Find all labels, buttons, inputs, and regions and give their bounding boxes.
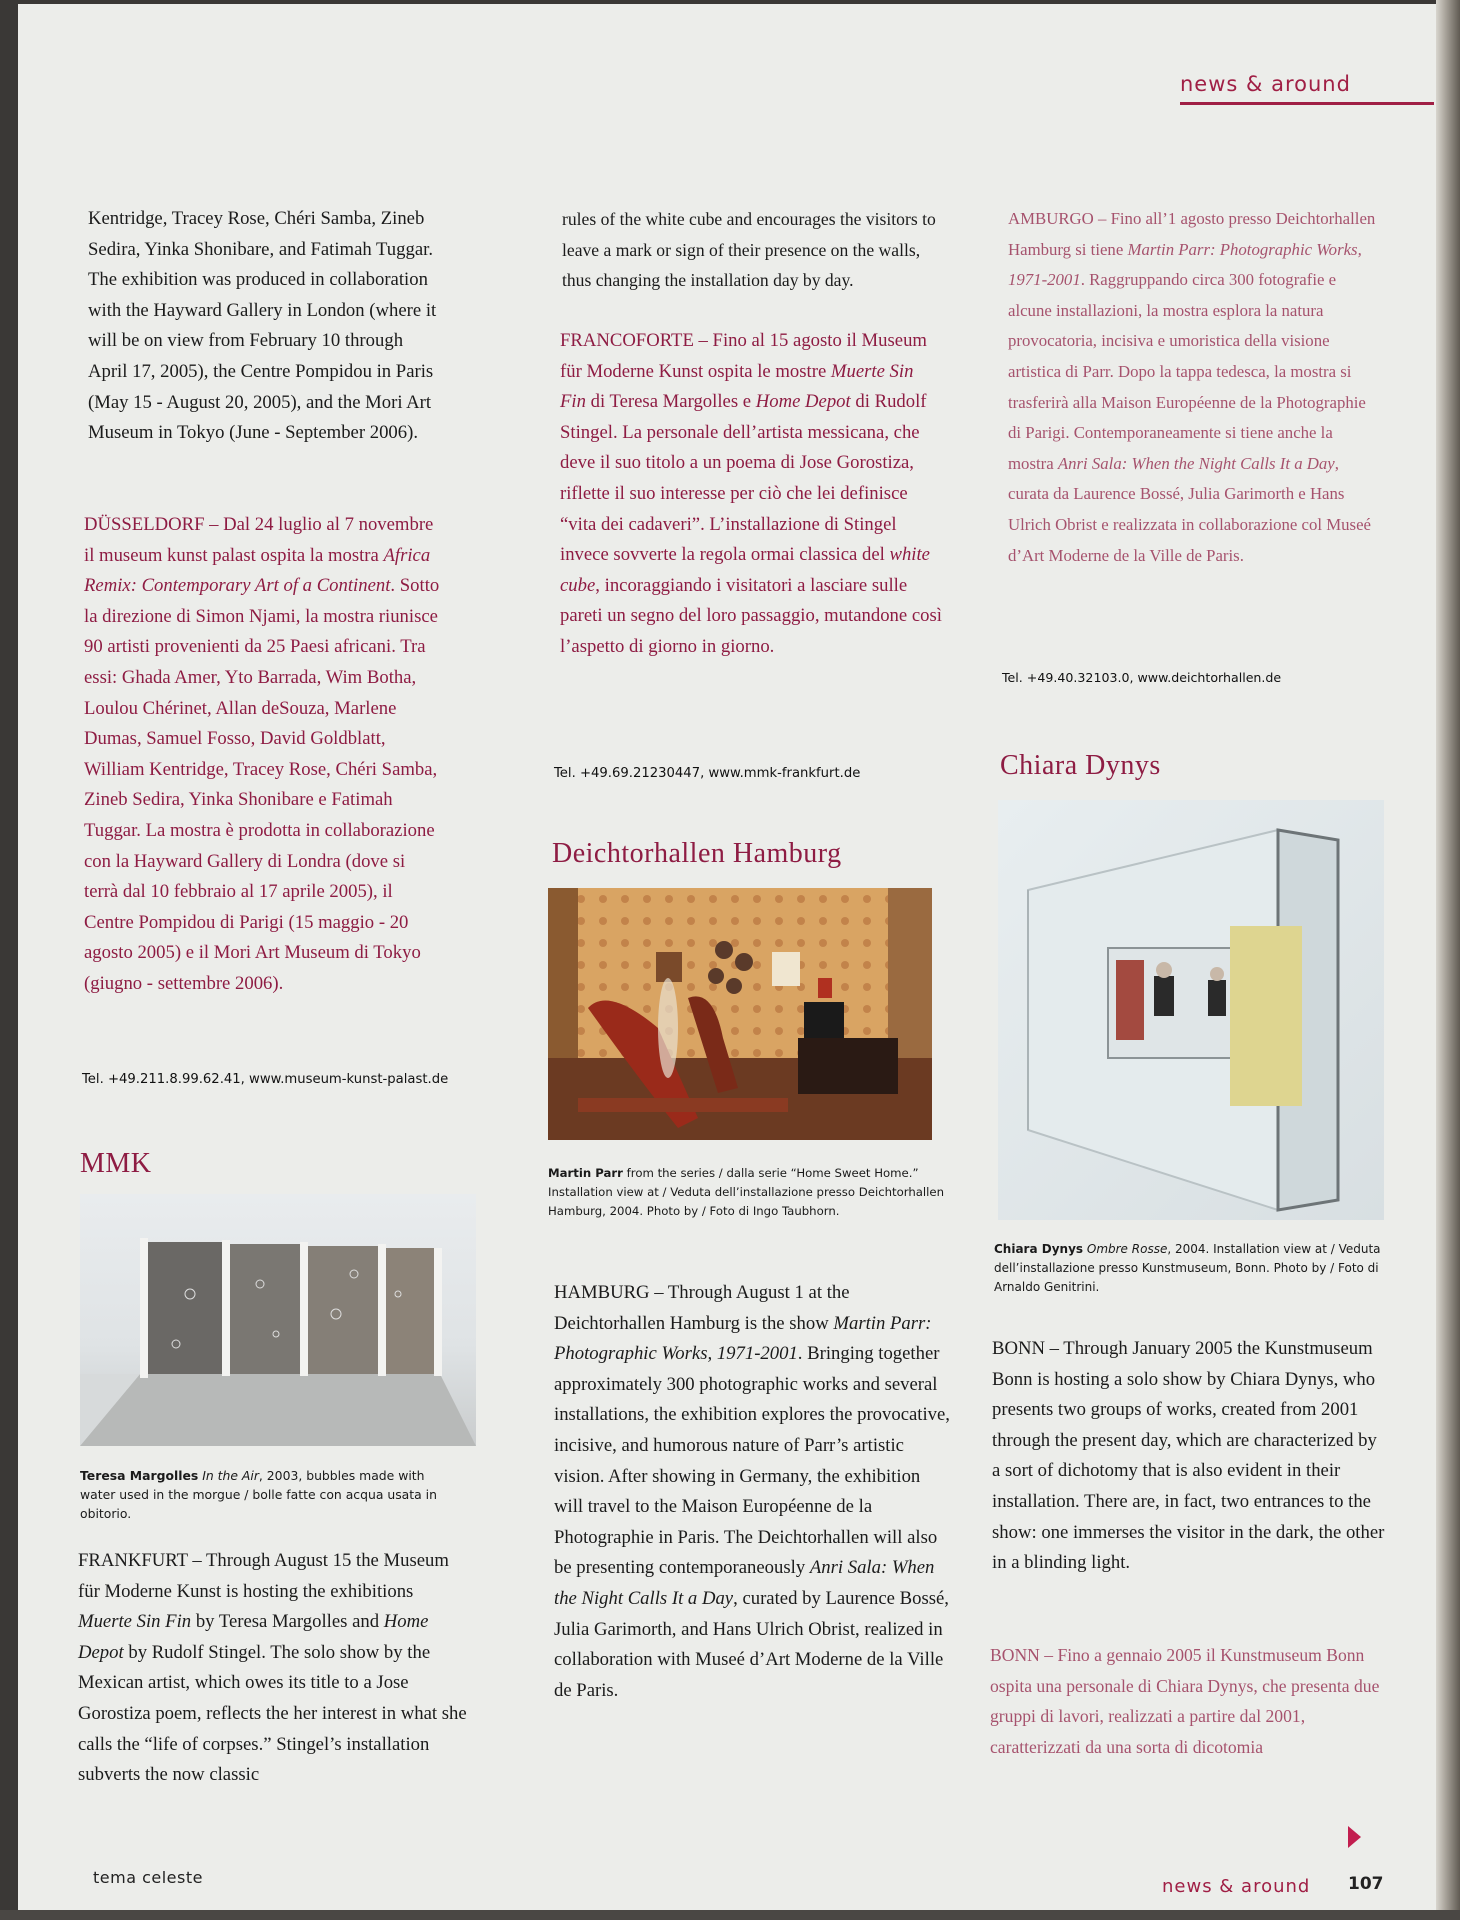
col1-frankfurt-english: FRANKFURT – Through August 15 the Museum für Moderne Kunst is hosting the exhibitions Muerte Sin Fin by Teresa Margolles and Home Depot by Rudolf Stingel. The solo show by the Mexican artist, which owes its title to a Jose Gorostiza poem, reflects the her interest in what she calls the “life of corpses.” Stingel’s installation subverts the now classic [78, 1550, 467, 1786]
magazine-page [18, 4, 1436, 1910]
dynys-installation-image [998, 800, 1384, 1220]
col1-contact-line: Tel. +49.211.8.99.62.41, www.museum-kunst-palast.de [82, 1072, 449, 1087]
deichtorhallen-heading: Deichtorhallen Hamburg [552, 838, 842, 869]
parr-photo [548, 888, 932, 1140]
dynys-caption: Chiara Dynys Ombre Rosse, 2004. Installation view at / Veduta dell’installazione presso Kunstmuseum, Bonn. Photo by / Foto di Arnaldo Genitrini. [994, 1242, 1381, 1294]
col1-italian-dusseldorf: DÜSSELDORF – Dal 24 luglio al 7 novembre il museum kunst palast ospita la mostra Africa Remix: Contemporary Art of a Continent. Sotto la direzione di Simon Njami, la mostra riunisce 90 artisti provenienti da 25 Paesi africani. Tra essi: Ghada Amer, Yto Barrada, Wim Botha, Loulou Chérinet, Allan deSouza, Marlene Dumas, Samuel Fosso, David Goldblatt, William Kentridge, Tracey Rose, Chéri Samba, Zineb Sedira, Yinka Shonibare e Fatimah Tuggar. La mostra è prodotta in collaborazione con la Hayward Gallery di Londra (dove si terrà dal 10 febbraio al 17 aprile 2005), il Centre Pompidou di Parigi (15 maggio - 20 agosto 2005) e il Mori Art Museum di Tokyo (giugno - settembre 2006). [84, 514, 440, 994]
col2-italian-francoforte: FRANCOFORTE – Fino al 15 agosto il Museum für Moderne Kunst ospita le mostre Muerte Sin Fin di Teresa Margolles e Home Depot di Rudolf Stingel. La personale dell’artista messicana, che deve il suo titolo a un poema di Jose Gorostiza, riflette il suo interesse per ciò che lei definisce “vita dei cadaveri”. L’installazione di Stingel invece sovverte la regola ormai classica del white cube, incoraggiando i visitatori a lasciare sulle pareti un segno del loro passaggio, mutandone così l’aspetto di giorno in giorno. [560, 330, 942, 657]
col1-english-continuation: Kentridge, Tracey Rose, Chéri Samba, Zineb Sedira, Yinka Shonibare, and Fatimah Tuggar. The exhibition was produced in collaboration with the Hayward Gallery in London (where it will be on view from February 10 through April 17, 2005), the Centre Pompidou in Paris (May 15 - August 20, 2005), and the Mori Art Museum in Tokyo (June - September 2006). [88, 208, 437, 444]
page-edge-shadow [1436, 0, 1460, 1920]
col3-contact-line: Tel. +49.40.32103.0, www.deichtorhallen.de [1002, 670, 1282, 685]
page-number: 107 [1348, 1874, 1384, 1894]
dynys-photo [998, 800, 1384, 1220]
section-header-label: news & around [1180, 72, 1351, 96]
col2-contact-line: Tel. +49.69.21230447, www.mmk-frankfurt.de [554, 766, 861, 781]
col2-hamburg-english: HAMBURG – Through August 1 at the Deichtorhallen Hamburg is the show Martin Parr: Photographic Works, 1971-2001. Bringing together approximately 300 photographic works and several installations, the exhibition explores the provocative, incisive, and humorous nature of Parr’s artistic vision. After showing in Germany, the exhibition will travel to the Maison Européenne de la Photographie in Paris. The Deichtorhallen will also be presenting contemporaneously Anri Sala: When the Night Calls It a Day, curated by Laurence Bossé, Julia Garimorth, and Hans Ulrich Obrist, realized in collaboration with Museé d’Art Moderne de la Ville de Paris. [554, 1282, 950, 1701]
margolles-caption: Teresa Margolles In the Air, 2003, bubbles made with water used in the morgue / bolle fatte con acqua usata in obitorio. [80, 1468, 437, 1521]
margolles-photo [80, 1194, 476, 1446]
col3-bonn-english: BONN – Through January 2005 the Kunstmuseum Bonn is hosting a solo show by Chiara Dynys, who presents two groups of works, created from 2001 through the present day, which are characterized by a sort of dichotomy that is also evident in their installation. There are, in fact, two entrances to the show: one immerses the visitor in the dark, the other in a blinding light. [992, 1338, 1385, 1574]
section-header-rule [1180, 102, 1434, 105]
mmk-heading: MMK [80, 1148, 152, 1179]
col3-italian-amburgo: AMBURGO – Fino all’1 agosto presso Deichtorhallen Hamburg si tiene Martin Parr: Photographic Works, 1971-2001. Raggruppando circa 300 fotografie e alcune installazioni, la mostra esplora la natura provocatoria, incisiva e umoristica della visione artistica di Parr. Dopo la tappa tedesca, la mostra si trasferirà alla Maison Européenne de la Photographie di Parigi. Contemporaneamente si tiene anche la mostra Anri Sala: When the Night Calls It a Day, curata da Laurence Bossé, Julia Garimorth e Hans Ulrich Obrist e realizzata in collaborazione col Museé d’Art Moderne de la Ville de Paris. [1008, 209, 1376, 565]
continue-arrow-icon [1348, 1826, 1361, 1848]
page-bottom-shadow [0, 1910, 1460, 1920]
chiara-dynys-heading: Chiara Dynys [1000, 750, 1161, 781]
footer-section-label: news & around [1162, 1876, 1311, 1897]
parr-living-room-image [548, 888, 932, 1140]
parr-caption: Martin Parr from the series / dalla serie “Home Sweet Home.” Installation view at / Veduta dell’installazione presso Deichtorhallen Hamburg, 2004. Photo by / Foto di Ingo Taubhorn. [548, 1166, 945, 1218]
col2-english-continuation: rules of the white cube and encourages the visitors to leave a mark or sign of their presence on the walls, thus changing the installation day by day. [562, 209, 936, 291]
col3-bonn-italian: BONN – Fino a gennaio 2005 il Kunstmuseum Bonn ospita una personale di Chiara Dynys, che presenta due gruppi di lavori, realizzati a partire dal 2001, caratterizzati da una sorta di dicotomia [990, 1645, 1380, 1757]
margolles-installation-image [80, 1194, 476, 1446]
footer-magazine-name: tema celeste [93, 1868, 203, 1887]
